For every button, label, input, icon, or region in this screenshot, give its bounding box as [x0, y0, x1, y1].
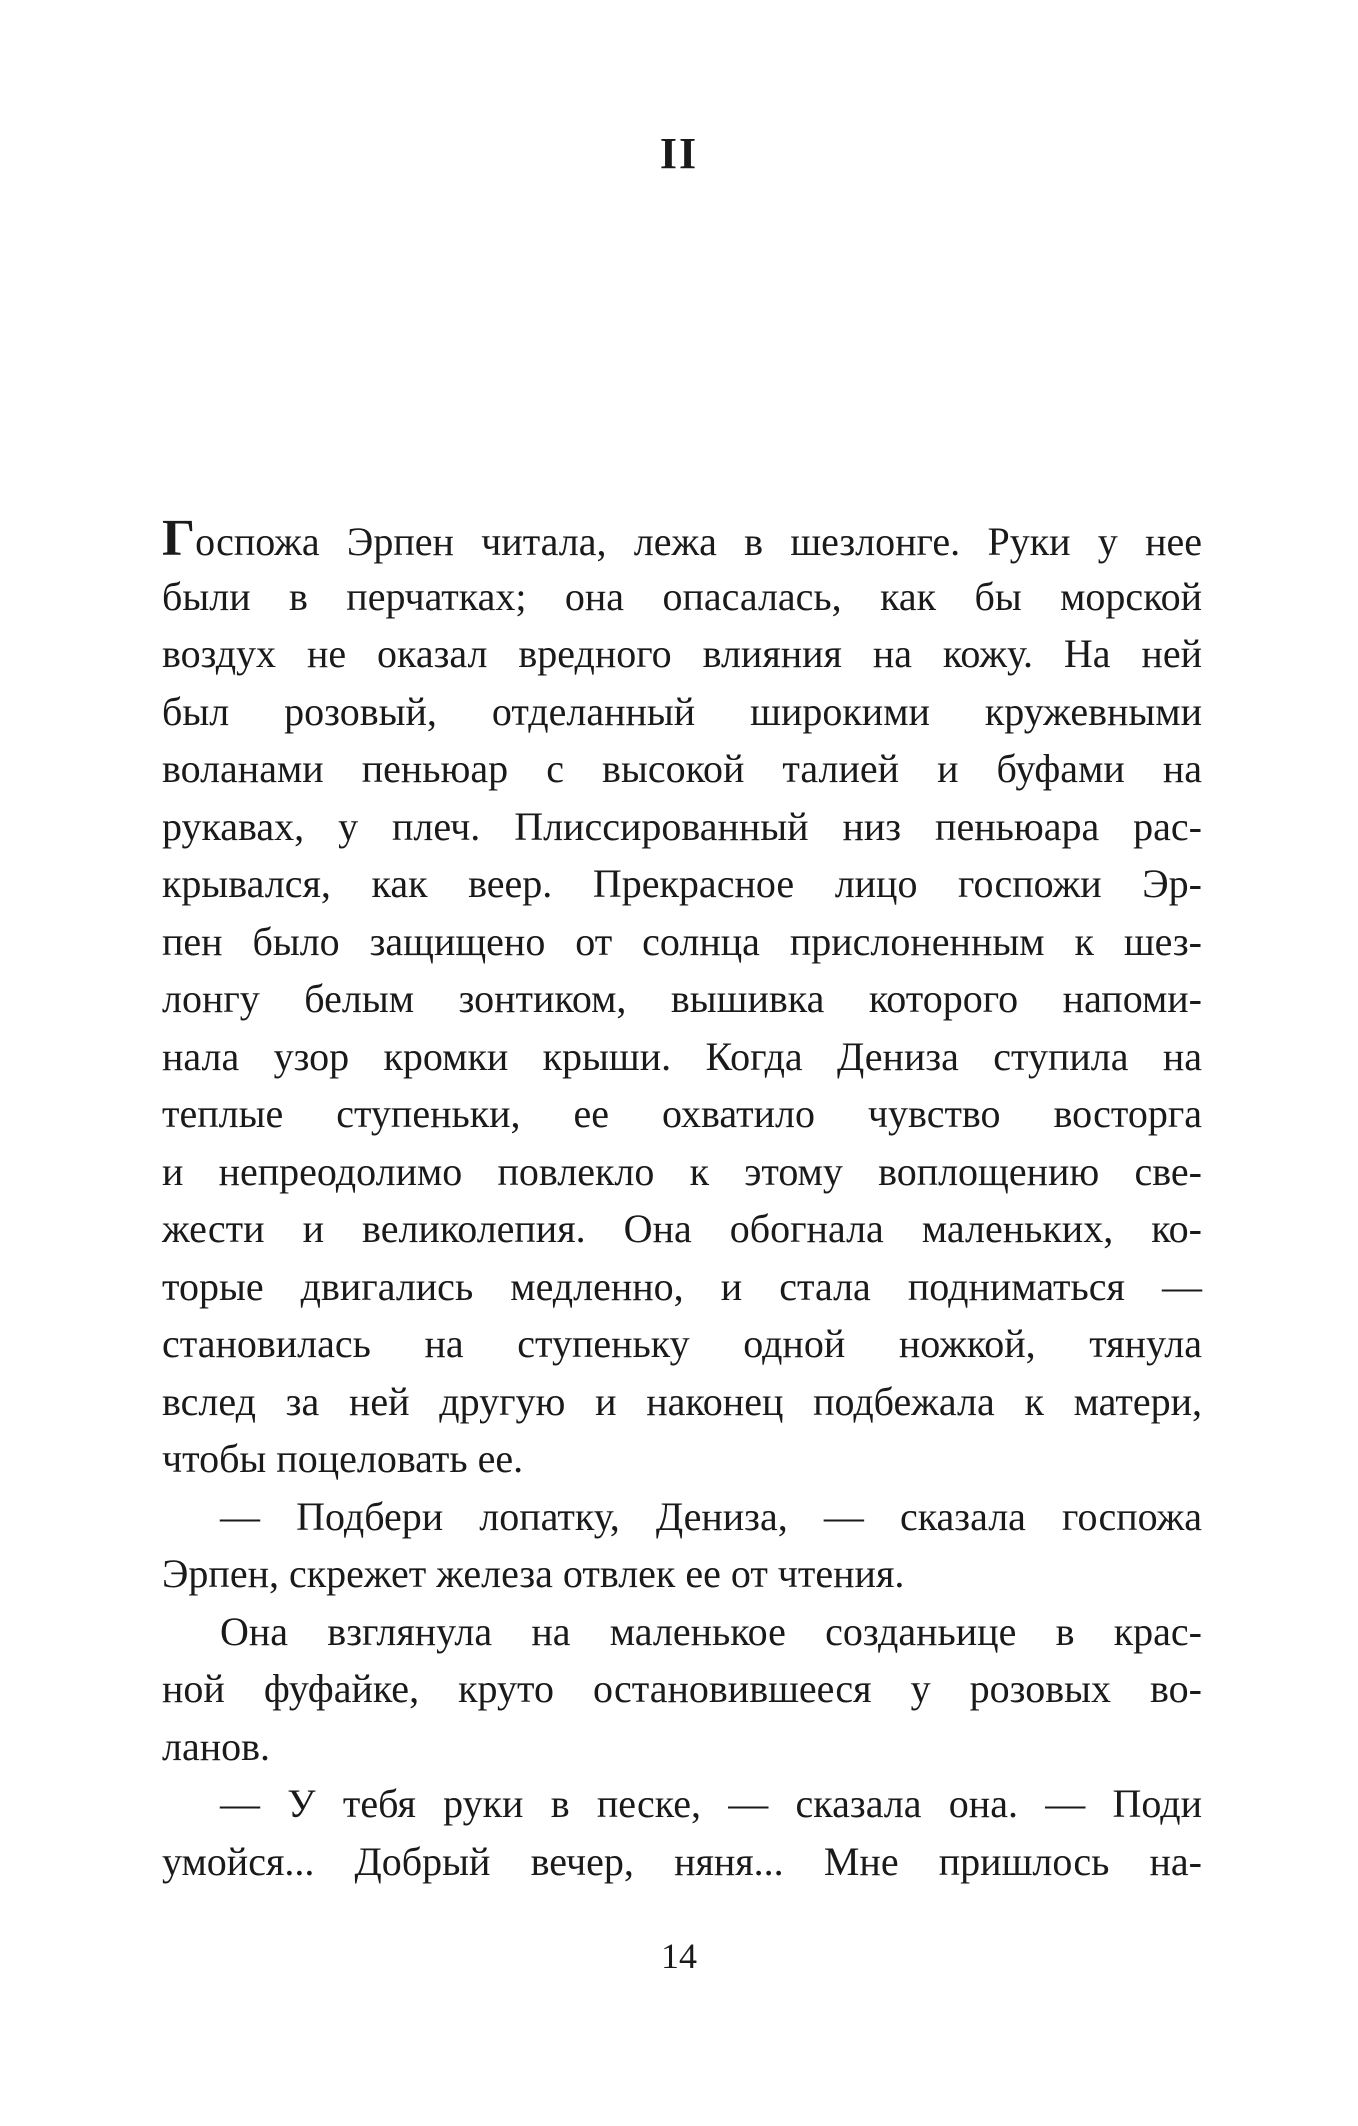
- text-line: [162, 970, 1202, 1028]
- text-line-content: Эрпен, скрежет железа отвлек ее от чтения.: [162, 1551, 905, 1596]
- text-line-content: пен было защищено от солнца прислоненным к шез-: [162, 918, 1202, 964]
- text-line: [162, 1603, 1202, 1661]
- text-line-content: воланами пеньюар с высокой талией и буфами на: [162, 746, 1202, 791]
- text-line: [162, 510, 1202, 568]
- text-line: [162, 683, 1202, 741]
- text-line-content: теплые ступеньки, ее охватило чувство восторга: [162, 1091, 1202, 1136]
- text-line-content: Она взглянула на маленькое созданьице в крас-: [220, 1608, 1202, 1654]
- text-line: [162, 1545, 1202, 1603]
- text-line: [162, 1373, 1202, 1431]
- text-line-content: лонгу белым зонтиком, вышивка которого напоми-: [162, 976, 1202, 1021]
- text-line: [162, 1775, 1202, 1833]
- text-line-content: были в перчатках; она опасалась, как бы морской: [162, 573, 1202, 619]
- text-line-content: ланов.: [162, 1723, 271, 1769]
- page-number: 14: [661, 1936, 697, 1976]
- text-line-content: — У тебя руки в песке, — сказала она. — Поди: [220, 1781, 1202, 1826]
- text-line: [162, 1085, 1202, 1143]
- text-line-content: рукавах, у плеч. Плиссированный низ пеньюара рас-: [162, 803, 1202, 849]
- text-line: [162, 568, 1202, 626]
- text-line: [162, 1660, 1202, 1718]
- text-line-content: жести и великолепия. Она обогнала маленьких, ко-: [162, 1206, 1202, 1251]
- text-line-content: и непреодолимо повлекло к этому воплощению све-: [162, 1148, 1202, 1194]
- text-line: [162, 855, 1202, 913]
- text-line-content: крывался, как веер. Прекрасное лицо госпожи Эр-: [162, 861, 1202, 906]
- text-line: [162, 1028, 1202, 1086]
- text-line: [162, 1143, 1202, 1201]
- text-line: [162, 740, 1202, 798]
- text-line: [162, 1315, 1202, 1373]
- text-line: [162, 798, 1202, 856]
- text-line-content: был розовый, отделанный широкими кружевными: [162, 688, 1202, 734]
- text-line: [162, 1258, 1202, 1316]
- text-line-content: становилась на ступеньку одной ножкой, тянула: [162, 1321, 1202, 1366]
- body-text: [162, 510, 1202, 1890]
- text-line: [162, 1200, 1202, 1258]
- text-line-content: оспожа Эрпен читала, лежа в шезлонге. Руки у нее: [195, 519, 1202, 564]
- text-line-content: нала узор кромки крыши. Когда Дениза ступила на: [162, 1033, 1202, 1079]
- text-line: [162, 1488, 1202, 1546]
- text-line: [162, 1718, 1202, 1776]
- text-line-content: вслед за ней другую и наконец подбежала к матери,: [162, 1378, 1202, 1424]
- text-line-content: — Подбери лопатку, Дениза, — сказала госпожа: [220, 1493, 1202, 1539]
- text-line: [162, 1430, 1202, 1488]
- drop-initial: Г: [162, 510, 196, 567]
- text-line-content: торые двигались медленно, и стала подниматься —: [162, 1263, 1202, 1309]
- text-line: [162, 913, 1202, 971]
- text-line: [162, 625, 1202, 683]
- chapter-number: II: [659, 129, 699, 178]
- text-line: [162, 1833, 1202, 1891]
- text-line-content: умойся... Добрый вечер, няня... Мне пришлось на-: [162, 1838, 1202, 1884]
- text-line-content: ной фуфайке, круто остановившееся у розовых во-: [162, 1666, 1202, 1711]
- text-line-content: воздух не оказал вредного влияния на кожу. На ней: [162, 631, 1202, 676]
- text-line-content: чтобы поцеловать ее.: [162, 1436, 524, 1481]
